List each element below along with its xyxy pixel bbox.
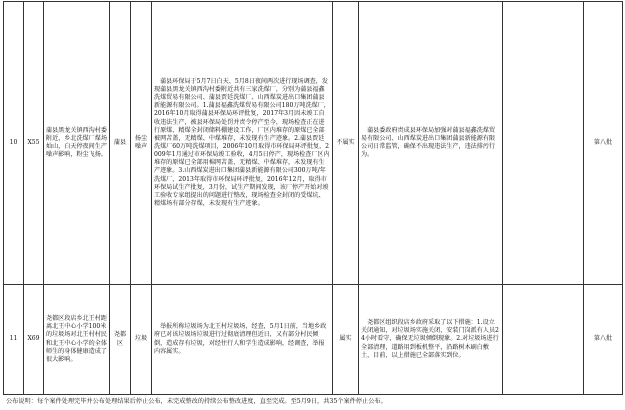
investigation-result bbox=[152, 285, 333, 395]
case-seq: 10 bbox=[4, 2, 24, 285]
handling-measures bbox=[359, 285, 503, 395]
handling-measures bbox=[359, 2, 503, 285]
pollution-category: 垃圾 bbox=[131, 285, 152, 395]
publication-note bbox=[6, 397, 621, 406]
batch-label: 第八批 bbox=[584, 2, 623, 285]
admin-area: 尧都区 bbox=[110, 285, 131, 395]
case-code: X69 bbox=[24, 285, 44, 395]
table-row bbox=[4, 285, 623, 395]
batch-label: 第八批 bbox=[584, 285, 623, 395]
investigation-text: 蒲县环保局于5月7日白天、5月8日夜间两次进行现场调查，发现蒲县黑龙关镇西沟村委附近共有三家洗煤厂，分别为蒲县福鑫洗煤贸易有限公司、蒲县贾廷洗煤厂、山西煤炭进出口集团蒲县新能源有限公司。1.蒲县福鑫洗煤贸易有限公司180万吨洗煤厂，2016年10月取得蒲县环保局环评批复，2017年3月因未竣工自收违法生产，被县环保局处罚并责令停产至今，现场检查正在进行原煤、精煤全封闭储料棚建设工作，厂区内堆存的原煤已全部被网苫盖，无精煤、中煤堆存，未发现有生产迹象。2.蒲县贾廷洗煤厂60万吨洗煤项目，2006年10月取得市环保局环评批复，2009年1月通过市环保局竣工验收，4月5日停产，现场检查厂区内堆存的原煤已全部用棉网苫盖，无精煤、中煤堆存，未发现有生产迹象。3.山西煤炭进出口集团蒲县新能源有限公司300万吨/年洗煤厂，2013年取得市环保局环评批复，2016年12月，取得市环保局试生产批复，3月份，试生产期间发现，该厂停产开始对竣工验收专家组提出的问题进行整改，现场检查全封闭的受煤坑、精煤场有部分存煤，未发现有生产迹象。 bbox=[154, 77, 330, 208]
publication-note-label: 公布说明： bbox=[6, 398, 37, 405]
investigation-text: 举报所称垃圾场为北王村垃圾场，经查，5月1日前，当地乡政府已对该垃圾场垃圾进行过彻底清理但近日，又有部分村民倾倒，造成存有垃圾，对经往行人和学生造成影响，经调查，举报内容属实。 bbox=[154, 323, 327, 355]
table-row bbox=[4, 2, 623, 285]
verdict: 不属实 bbox=[333, 2, 359, 285]
case-table bbox=[3, 1, 623, 395]
pollution-category: 扬尘噪声 bbox=[131, 2, 152, 285]
handling-text: 蒲县委政府责成县环保局加强对蒲县福鑫洗煤贸易有限公司、山西煤炭进出口集团蒲县新能源有限公司日常监管，确保不出现违法生产，违法排污行为。 bbox=[361, 126, 496, 159]
complaint-content: 蒲县黑龙关镇西沟村委附近，乡北洗煤厂煤场灿山，白天停夜间生产噪声影响，粉尘飞扬。 bbox=[44, 2, 110, 285]
case-code: X55 bbox=[24, 2, 44, 285]
handling-text: 尧都区组织段店乡政府采取了以下措施：1.设立关闭通知，对垃圾场实施关闭，安装门岗派有人员24小时看守，确保无垃圾倾倒现象。2.对垃圾场进行全部清理，道路用到板机整平，沿路树木刷白敷土，目前，以上措施已全部落实到位。 bbox=[361, 319, 499, 359]
investigation-result bbox=[152, 2, 333, 285]
publication-note-text: 每个案件处理完毕并公布处理结果后停止公布，未完成整改的持续公布整改进度，直至完成。至5月9日，共35个案件停止公布。 bbox=[36, 398, 387, 405]
verdict: 属实 bbox=[333, 285, 359, 395]
accountability bbox=[503, 2, 584, 285]
case-seq: 11 bbox=[4, 285, 24, 395]
accountability bbox=[503, 285, 584, 395]
admin-area: 蒲县 bbox=[110, 2, 131, 285]
complaint-content: 尧都区段店乡北王村距离北王中心小学100米的垃圾场对北王村村民和北王中心小学的全体师生的身体健康造成了很大影响。 bbox=[44, 285, 110, 395]
